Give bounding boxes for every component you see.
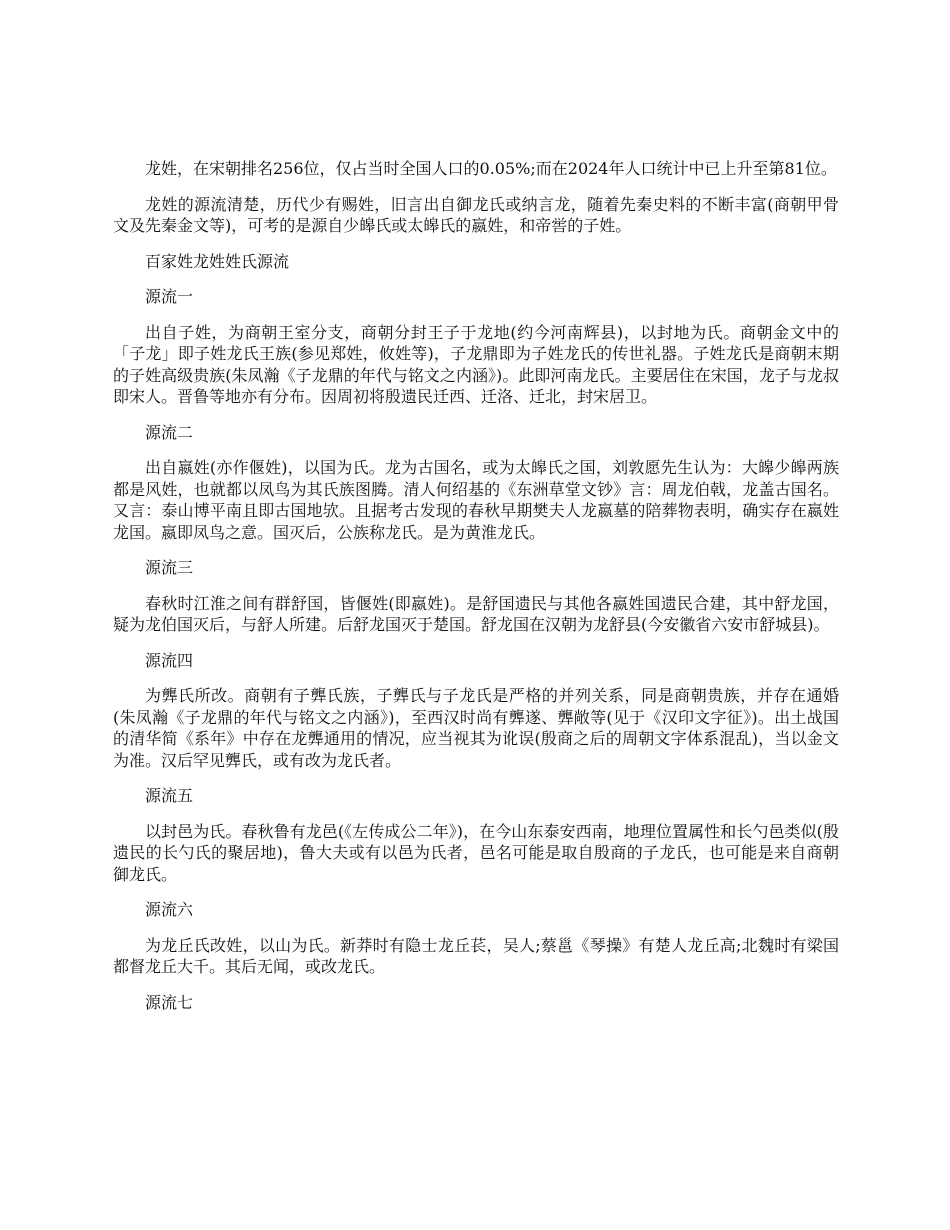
section-heading: 源流一 (145, 287, 194, 306)
section-heading: 百家姓龙姓姓氏源流 (145, 251, 290, 271)
body-paragraph: 春秋时江淮之间有群舒国，皆偃姓(即嬴姓)。是舒国遗民与其他各嬴姓国遗民合建，其中舒龙国，疑为龙伯国灭后，与舒人所建。后舒龙国灭于楚国。舒龙国在汉朝为龙舒县(今安徽省六安市舒城县)。 (113, 593, 839, 634)
body-paragraph: 龙姓的源流清楚，历代少有赐姓，旧言出自御龙氏或纳言龙，随着先秦史料的不断丰富(商朝甲骨文及先秦金文等)，可考的是源自少皞氏或太皞氏的嬴姓，和帝喾的子姓。 (113, 194, 839, 235)
body-paragraph: 龙姓，在宋朝排名256位，仅占当时全国人口的0.05%;而在2024年人口统计中已上升至第81位。 (145, 159, 837, 178)
body-paragraph: 以封邑为氏。春秋鲁有龙邑(《左传成公二年》)，在今山东泰安西南，地理位置属性和长勺邑类似(殷遗民的长勺氏的聚居地)，鲁大夫或有以邑为氏者，邑名可能是取自殷商的子龙氏，也可能是来自商朝御龙氏。 (113, 821, 839, 884)
section-heading: 源流七 (145, 992, 194, 1012)
section-heading: 源流四 (145, 650, 194, 670)
section-heading: 源流二 (145, 422, 194, 442)
section-heading: 源流五 (145, 786, 194, 805)
body-paragraph: 出自嬴姓(亦作偃姓)，以国为氏。龙为古国名，或为太皞氏之国，刘敦愿先生认为：大皞少皞两族都是风姓，也就都以凤鸟为其氏族图腾。清人何绍基的《东洲草堂文钞》言：周龙伯戟，龙盖古国名。又言：泰山博平南且即古国地欤。且据考古发现的春秋早期樊夫人龙嬴墓的陪葬物表明，确实存在嬴姓龙国。嬴即凤鸟之意。国灭后，公族称龙氏。是为黄淮龙氏。 (113, 458, 839, 542)
section-heading: 源流三 (145, 558, 194, 577)
body-paragraph: 为龏氏所改。商朝有子龏氏族，子龏氏与子龙氏是严格的并列关系，同是商朝贵族，并存在通婚(朱凤瀚《子龙鼎的年代与铭文之内涵》)，至西汉时尚有龏遂、龏敞等(见于《汉印文字征》)。出土战国的清华简《系年》中存在龙龏通用的情况，应当视其为讹误(殷商之后的周朝文字体系混乱)，当以金文为准。汉后罕见龏氏，或有改为龙氏者。 (113, 686, 839, 770)
section-heading: 源流六 (145, 900, 194, 919)
body-paragraph: 为龙丘氏改姓，以山为氏。新莽时有隐士龙丘苌，吴人;蔡邕《琴操》有楚人龙丘高;北魏时有梁国都督龙丘大千。其后无闻，或改龙氏。 (113, 935, 839, 976)
document-body (113, 158, 839, 1027)
body-paragraph: 出自子姓，为商朝王室分支，商朝分封王子于龙地(约今河南辉县)，以封地为氏。商朝金文中的「子龙」即子姓龙氏王族(参见郑姓，攸姓等)，子龙鼎即为子姓龙氏的传世礼器。子姓龙氏是商朝末期的子姓高级贵族(朱凤瀚《子龙鼎的年代与铭文之内涵》)。此即河南龙氏。主要居住在宋国，龙子与龙叔即宋人。晋鲁等地亦有分布。因周初将殷遗民迁西、迁洛、迁北，封宋居卫。 (113, 322, 839, 406)
